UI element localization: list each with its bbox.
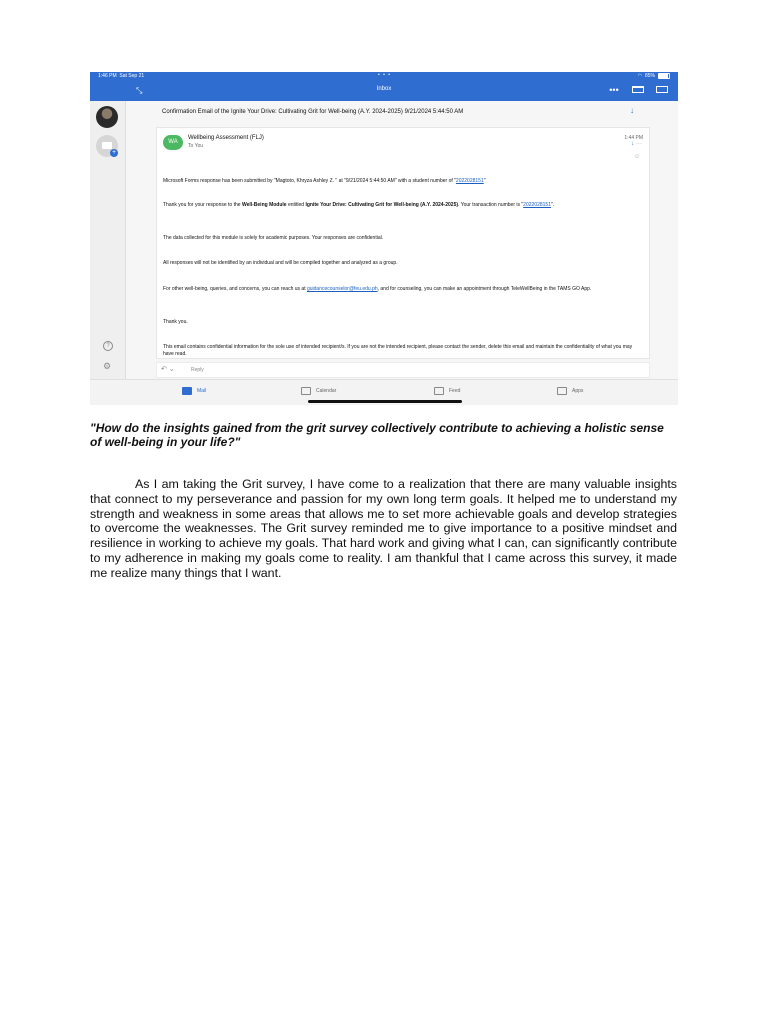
reply-arrow-icon[interactable]: ↓ xyxy=(631,141,634,147)
email-link[interactable]: guidancecounselor@feu.edu.ph xyxy=(306,286,378,292)
trash-icon[interactable] xyxy=(632,85,644,95)
more-options-icon[interactable]: ••• xyxy=(609,85,619,95)
plus-icon[interactable]: + xyxy=(111,149,117,156)
home-indicator xyxy=(308,400,462,403)
tab-apps[interactable]: Apps xyxy=(557,387,583,395)
apps-icon xyxy=(557,387,567,395)
message-card xyxy=(156,127,650,359)
sender-avatar: WA xyxy=(163,135,183,150)
more-icon[interactable]: ··· xyxy=(636,141,642,147)
account-rail xyxy=(90,101,126,379)
survey-question: "How do the insights gained from the grit survey collectively contribute to achieving a holistic sense of well-being in your life?" xyxy=(90,421,664,449)
sender-name[interactable]: Wellbeing Assessment (FLJ) xyxy=(188,135,264,141)
email-screenshot xyxy=(90,72,678,405)
tab-mail[interactable]: Mail xyxy=(182,387,206,395)
mail-icon xyxy=(182,387,192,395)
feed-icon xyxy=(434,387,444,395)
body-paragraph: Thank you. xyxy=(163,319,188,325)
body-paragraph: Microsoft Forms response has been submitted by "Magtoto, Khryza Ashley Z. " at "9/21/2024 5:44:50 AM" with a student number of "2022028151" xyxy=(163,178,486,184)
status-bar xyxy=(90,72,678,81)
gear-icon[interactable]: ⚙ xyxy=(103,361,112,371)
wifi-icon: ◠ xyxy=(637,73,642,79)
inbox-title: Inbox xyxy=(376,86,392,92)
body-paragraph: All responses will not be identified by an individual and will be compiled together and analyzed as a group. xyxy=(163,260,398,266)
disclaimer-paragraph: This email contains confidential information for the sole use of intended recipient/s. If you are not the intended recipient, please contact the sender, delete this email and maintain the confidentiality of what you may have read. xyxy=(163,344,633,357)
tab-feed[interactable]: Feed xyxy=(434,387,460,395)
recipient-line: To You xyxy=(188,143,204,149)
status-indicators xyxy=(638,73,670,79)
calendar-icon xyxy=(301,387,311,395)
reflection-answer: As I am taking the Grit survey, I have come to a realization that there are many valuable insights that connect to my perseverance and passion for my own long term goals. It helped me to understand my strength and weakness in some areas that allows me to set more achievable goals and develop strategies to overcome the weaknesses. The Grit survey reminded me to give importance to a positive mindset and resilience in working to achieve my goals. That hard work and giving what I can, can significantly contribute to my adherence in making my goals come to reality. I am thankful that I came across this survey, it made me realize many things that I want. xyxy=(90,477,677,580)
battery-icon xyxy=(658,73,670,79)
body-paragraph: The data collected for this module is solely for academic purposes. Your responses are confidential. xyxy=(163,235,384,241)
help-icon[interactable]: ? xyxy=(103,341,113,351)
status-time: 1:46 PM Sat Sep 21 xyxy=(98,73,145,79)
bottom-tab-bar xyxy=(90,379,678,405)
message-actions xyxy=(631,141,642,147)
app-header xyxy=(90,72,678,101)
reply-icon[interactable]: ↶ ⌄ xyxy=(161,366,175,373)
battery-percent: 85% xyxy=(644,73,655,79)
transaction-number-link[interactable]: 2022028151 xyxy=(523,202,551,208)
reply-bar[interactable] xyxy=(156,362,650,378)
reaction-icon[interactable]: ☺ xyxy=(633,154,640,160)
message-time: 1:44 PM xyxy=(624,135,643,141)
reply-label: Reply xyxy=(191,367,204,373)
body-paragraph: For other well-being, queries, and concerns, you can reach us at guidancecounselor@feu.edu.ph, and for counseling, you can make an appointment through TeleWellBeing in the TAMS GO App. xyxy=(163,286,592,292)
email-subject: Confirmation Email of the Ignite Your Drive: Cultivating Grit for Well-being (A.Y. 2024-2025) 9/21/2024 5:44:50 AM xyxy=(162,109,464,115)
archive-icon[interactable] xyxy=(656,85,668,95)
collapse-icon[interactable]: ⤡ xyxy=(136,86,143,95)
tab-calendar[interactable]: Calendar xyxy=(301,387,336,395)
body-paragraph: Thank you for your response to the Well-Being Module entitled Ignite Your Drive: Cultivating Grit for Well-being (A.Y. 2024-2025). Your transaction number is "2022028151". xyxy=(163,202,555,208)
multitask-dots[interactable]: • • • xyxy=(378,72,392,78)
profile-avatar[interactable] xyxy=(96,106,118,128)
arrow-down-icon[interactable]: ↓ xyxy=(630,106,634,115)
header-actions xyxy=(608,85,668,95)
student-number-link[interactable]: 2022028151 xyxy=(455,178,484,184)
